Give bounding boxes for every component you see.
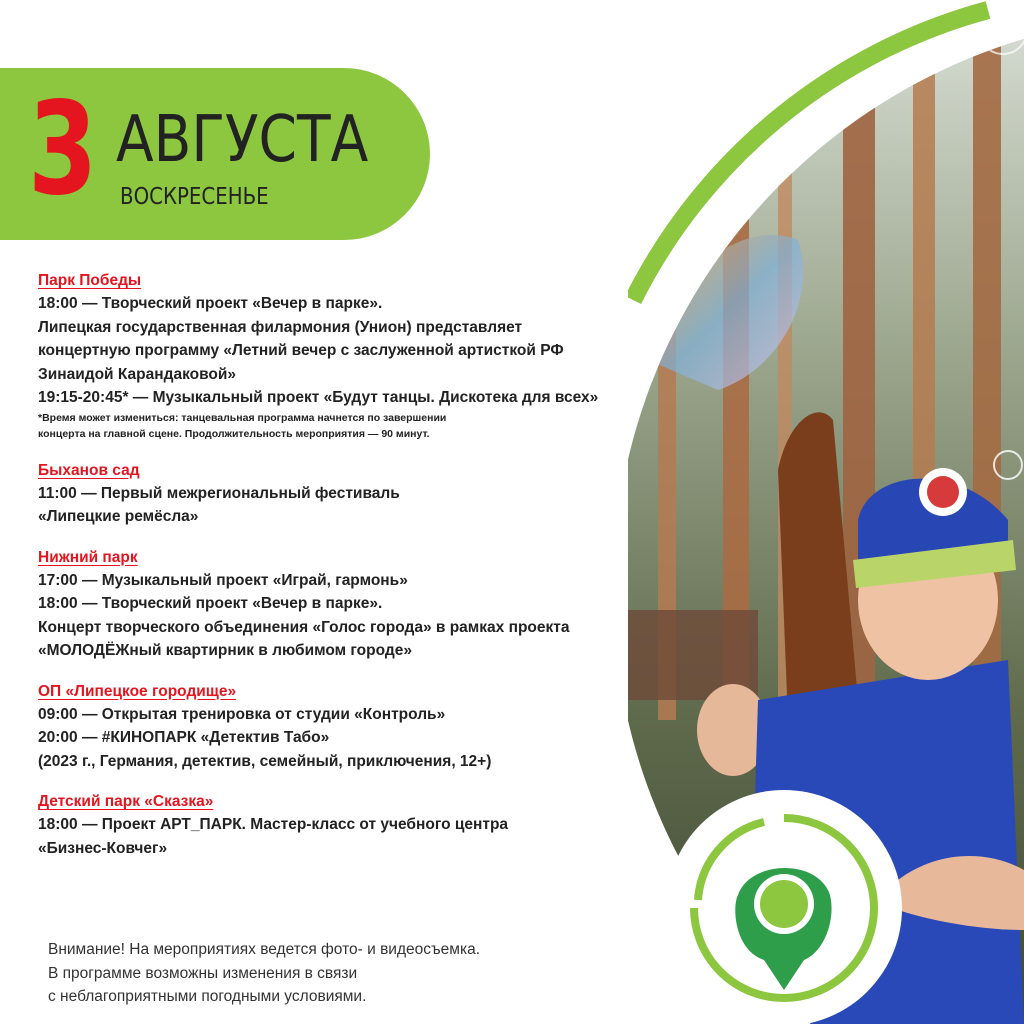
event-line: 18:00 — Творческий проект «Вечер в парке». — [38, 595, 383, 612]
notice-line: В программе возможны изменения в связи — [48, 964, 358, 982]
venue-title: Быханов сад — [38, 461, 140, 479]
section-park-pobedy — [38, 270, 638, 442]
event-line: 11:00 — Первый межрегиональный фестиваль — [38, 484, 400, 502]
event-line: «МОЛОДЁЖный квартирник в любимом городе» — [38, 642, 412, 659]
event-line: 18:00 — Проект АРТ_ПАРК. Мастер-класс от учебного центра — [38, 816, 509, 833]
event-photo — [628, 0, 1024, 1024]
month-name: АВГУСТА — [116, 103, 369, 177]
footnote: *Время может измениться: танцевальная программа начнется по завершении — [38, 411, 447, 424]
event-line: Зинаидой Карандаковой» — [38, 365, 237, 383]
event-line: Липецкая государственная филармония (Унион) представляет — [38, 318, 523, 336]
section-lipetskoe-gorodishche — [38, 681, 638, 774]
section-nizhny-park — [38, 547, 638, 663]
photo-notice — [48, 938, 480, 1009]
event-line: 18:00 — Творческий проект «Вечер в парке». — [38, 295, 383, 312]
event-line: 09:00 — Открытая тренировка от студии «Контроль» — [38, 705, 446, 723]
notice-line: Внимание! На мероприятиях ведется фото- и видеосъемка. — [48, 941, 481, 958]
day-number: 3 — [28, 75, 95, 224]
event-line: концертную программу «Летний вечер с заслуженной артисткой РФ — [38, 342, 564, 359]
event-line: (2023 г., Германия, детектив, семейный, приключения, 12+) — [38, 752, 492, 770]
venue-title: Парк Победы — [38, 272, 142, 289]
event-line: 20:00 — #КИНОПАРК «Детектив Табо» — [38, 729, 330, 746]
event-program — [38, 270, 638, 878]
section-detsky-park-skazka — [38, 791, 638, 860]
notice-line: с неблагоприятными погодными условиями. — [48, 988, 367, 1005]
event-line: Концерт творческого объединения «Голос города» в рамках проекта — [38, 618, 570, 636]
event-line: 17:00 — Музыкальный проект «Играй, гармонь» — [38, 571, 408, 589]
event-line: «Бизнес-Ковчег» — [38, 839, 168, 857]
venue-title: Детский парк «Сказка» — [38, 793, 214, 810]
section-bykhanov-sad — [38, 460, 638, 529]
weekday: ВОСКРЕСЕНЬЕ — [120, 184, 269, 210]
event-line: 19:15-20:45* — Музыкальный проект «Будут танцы. Дискотека для всех» — [38, 389, 599, 406]
venue-title: ОП «Липецкое городище» — [38, 682, 237, 700]
footnote: концерта на главной сцене. Продолжительность мероприятия — 90 минут. — [38, 427, 430, 440]
venue-title: Нижний парк — [38, 548, 138, 566]
event-line: «Липецкие ремёсла» — [38, 508, 199, 525]
